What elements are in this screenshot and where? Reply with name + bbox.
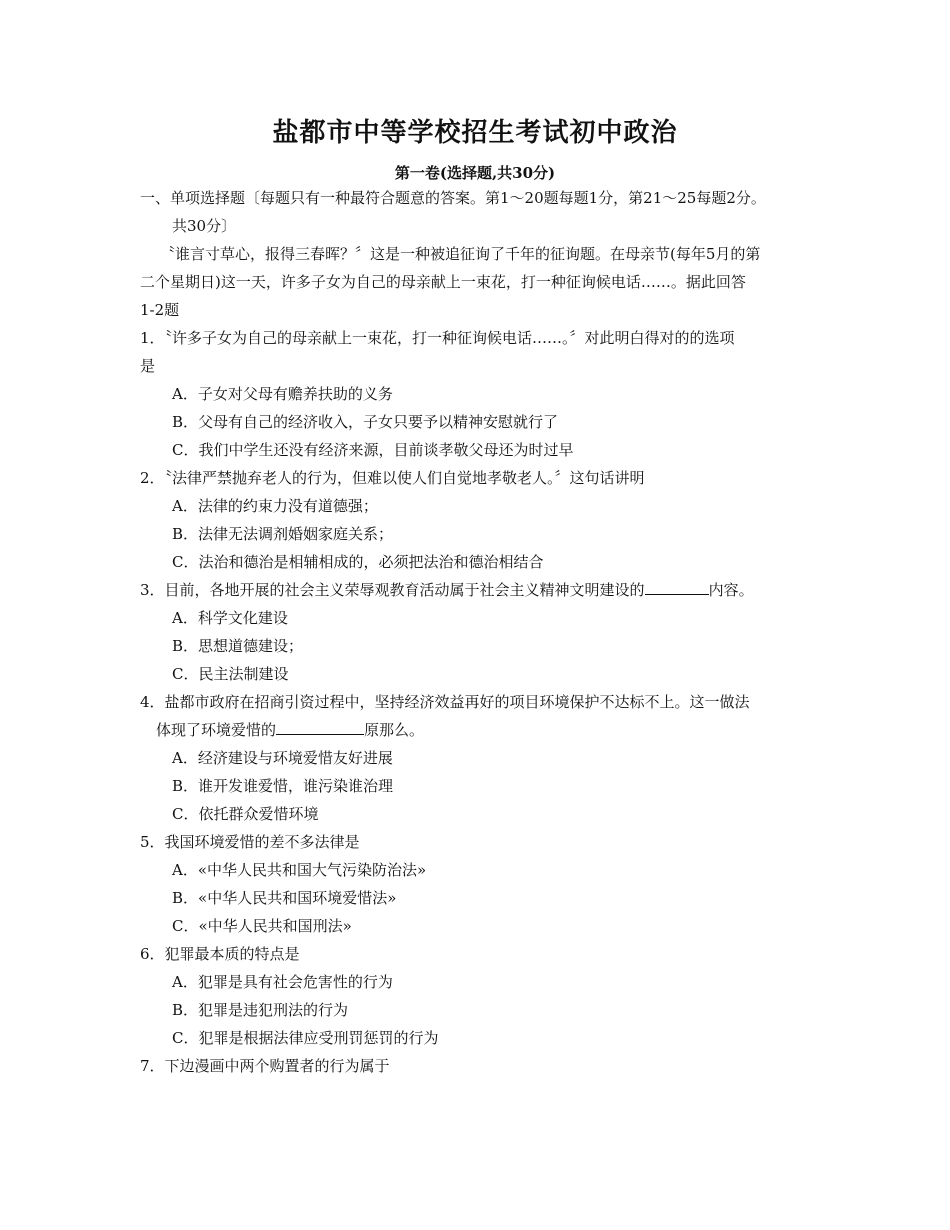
question-7-stem: 7．下边漫画中两个购置者的行为属于 <box>140 1057 390 1075</box>
question-5-stem: 5．我国环境爱惜的差不多法律是 <box>140 833 360 851</box>
question-1-stem-cont: 是 <box>140 357 156 375</box>
question-6-option-c: C．犯罪是根据法律应受刑罚惩罚的行为 <box>172 1029 439 1047</box>
question-6-option-a: A．犯罪是具有社会危害性的行为 <box>172 973 393 991</box>
question-6-option-b: B．犯罪是违犯刑法的行为 <box>172 1001 349 1019</box>
question-3-option-b: B．思想道德建设； <box>172 637 304 655</box>
question-5-option-b: B．«中华人民共和国环境爱惜法» <box>172 889 397 907</box>
question-6-stem: 6．犯罪最本质的特点是 <box>140 945 300 963</box>
question-1-option-b: B．父母有自己的经济收入，子女只要予以精神安慰就行了 <box>172 413 559 431</box>
question-4-option-a: A．经济建设与环境爱惜友好进展 <box>172 749 393 767</box>
section-instruction-line1: 一、单项选择题〔每题只有一种最符合题意的答案。第1～20题每题1分，第21～25每题2分。 <box>140 189 766 207</box>
question-1-stem: 1．〝许多子女为自己的母亲献上一束花，打一种征询候电话……。〞对此明白得对的的选项 <box>140 329 735 347</box>
question-3-stem-after: 内容。 <box>708 581 754 599</box>
question-4-option-c: C．依托群众爱惜环境 <box>172 805 319 823</box>
question-2-option-a: A．法律的约束力没有道德强； <box>172 497 378 515</box>
question-2-stem: 2．〝法律严禁抛弃老人的行为，但难以使人们自觉地孝敬老人。〞这句话讲明 <box>140 469 645 487</box>
question-4-stem-after: 原那么。 <box>364 721 425 739</box>
question-2-option-c: C．法治和德治是相辅相成的，必须把法治和德治相结合 <box>172 553 544 571</box>
question-4-stem-cont <box>156 716 836 744</box>
question-1-option-a: A．子女对父母有赡养扶助的义务 <box>172 385 393 403</box>
page-title: 盐都市中等学校招生考试初中政治 <box>272 118 678 148</box>
question-4-stem-before: 体现了环境爱惜的 <box>156 721 277 739</box>
question-1-option-c: C．我们中学生还没有经济来源，目前谈孝敬父母还为时过早 <box>172 441 574 459</box>
section-instruction-line2: 共30分〕 <box>172 217 237 235</box>
question-3-option-c: C．民主法制建设 <box>172 665 289 683</box>
intro-line1: 〝谁言寸草心，报得三春晖？〞这是一种被追征询了千年的征询题。在母亲节(每年5月的第 <box>160 245 761 263</box>
question-3-stem-before: 3．目前，各地开展的社会主义荣辱观教育活动属于社会主义精神文明建设的 <box>140 581 645 599</box>
question-4-option-b: B．谁开发谁爱惜，谁污染谁治理 <box>172 777 394 795</box>
question-5-option-c: C．«中华人民共和国刑法» <box>172 917 352 935</box>
question-4-stem: 4．盐都市政府在招商引资过程中，坚持经济效益再好的项目环境保护不达标不上。这一做法 <box>140 693 750 711</box>
question-3-stem <box>140 576 820 604</box>
question-3-option-a: A．科学文化建设 <box>172 609 288 627</box>
question-5-option-a: A．«中华人民共和国大气污染防治法» <box>172 861 427 879</box>
intro-line2: 二个星期日)这一天，许多子女为自己的母亲献上一束花，打一种征询候电话……。据此回答 <box>140 273 746 291</box>
question-3-blank <box>645 577 709 595</box>
page-subtitle: 第一卷(选择题,共30分) <box>394 164 556 182</box>
question-2-option-b: B．法律无法调剂婚姻家庭关系； <box>172 525 394 543</box>
question-4-blank <box>276 717 364 735</box>
intro-line3: 1-2题 <box>140 301 180 319</box>
